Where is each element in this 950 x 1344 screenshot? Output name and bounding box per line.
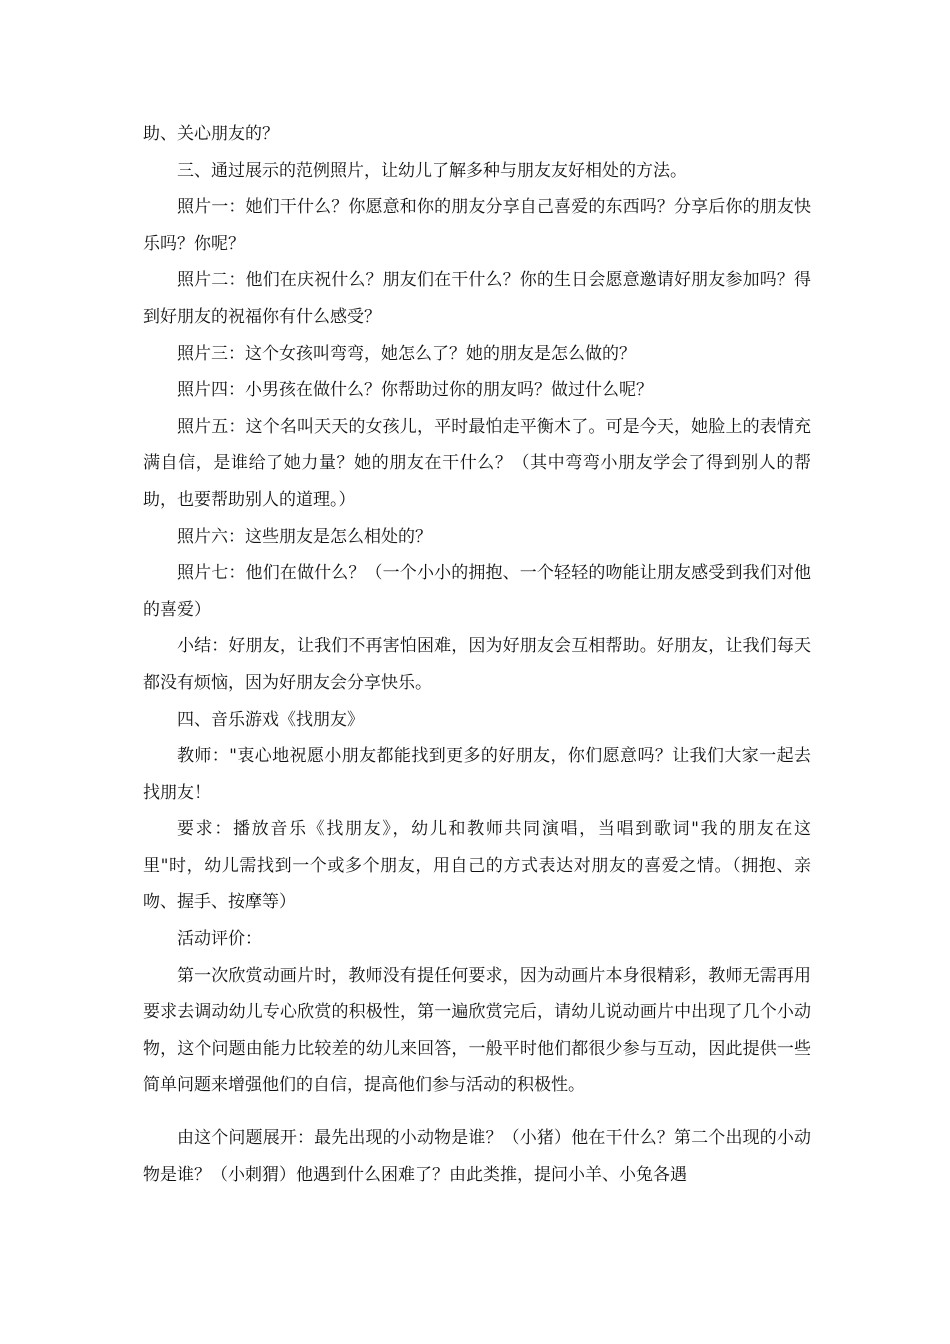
- photo-six-paragraph: 照片六：这些朋友是怎么相处的？: [177, 526, 432, 547]
- followup-paragraph: 由这个问题展开：最先出现的小动物是谁？（小猪）他在干什么？第二个出现的小动物是谁？（小刺猬）他遇到什么困难了？由此类推，提问小羊、小兔各遇: [143, 1128, 811, 1185]
- photo-four-paragraph: 照片四：小男孩在做什么？你帮助过你的朋友吗？做过什么呢？: [177, 380, 653, 401]
- photo-five-paragraph: 照片五：这个名叫天天的女孩儿，平时最怕走平衡木了。可是今天，她脸上的表情充满自信，是谁给了她力量？她的朋友在干什么？（其中弯弯小朋友学会了得到别人的帮助，也要帮助别人的道理。）: [143, 416, 811, 510]
- photo-one-paragraph: 照片一：她们干什么？你愿意和你的朋友分享自己喜爱的东西吗？分享后你的朋友快乐吗？你呢？: [143, 197, 811, 254]
- section-four-heading: 四、音乐游戏《找朋友》: [177, 709, 364, 730]
- evaluation-heading: 活动评价：: [177, 929, 262, 950]
- teacher-paragraph: 教师："衷心地祝愿小朋友都能找到更多的好朋友，你们愿意吗？让我们大家一起去找朋友！: [143, 746, 811, 803]
- photo-three-paragraph: 照片三：这个女孩叫弯弯，她怎么了？她的朋友是怎么做的？: [177, 343, 636, 364]
- document-body: [143, 116, 811, 1193]
- paragraph-continuation: 助、关心朋友的？: [143, 124, 279, 144]
- requirement-paragraph: 要求：播放音乐《找朋友》，幼儿和教师共同演唱，当唱到歌词"我的朋友在这里"时，幼儿需找到一个或多个朋友，用自己的方式表达对朋友的喜爱之情。（拥抱、亲吻、握手、按摩等）: [143, 819, 811, 913]
- evaluation-paragraph: 第一次欣赏动画片时，教师没有提任何要求，因为动画片本身很精彩，教师无需再用要求去调动幼儿专心欣赏的积极性，第一遍欣赏完后，请幼儿说动画片中出现了几个小动物，这个问题由能力比较差的幼儿来回答，一般平时他们都很少参与互动，因此提供一些简单问题来增强他们的自信，提高他们参与活动的积极性。: [143, 965, 811, 1096]
- section-three-heading: 三、通过展示的范例照片，让幼儿了解多种与朋友友好相处的方法。: [177, 160, 687, 181]
- photo-two-paragraph: 照片二：他们在庆祝什么？朋友们在干什么？你的生日会愿意邀请好朋友参加吗？得到好朋友的祝福你有什么感受？: [143, 270, 811, 327]
- photo-seven-paragraph: 照片七：他们在做什么？（一个小小的拥抱、一个轻轻的吻能让朋友感受到我们对他的喜爱）: [143, 563, 811, 620]
- summary-paragraph: 小结：好朋友，让我们不再害怕困难，因为好朋友会互相帮助。好朋友，让我们每天都没有烦恼，因为好朋友会分享快乐。: [143, 636, 811, 693]
